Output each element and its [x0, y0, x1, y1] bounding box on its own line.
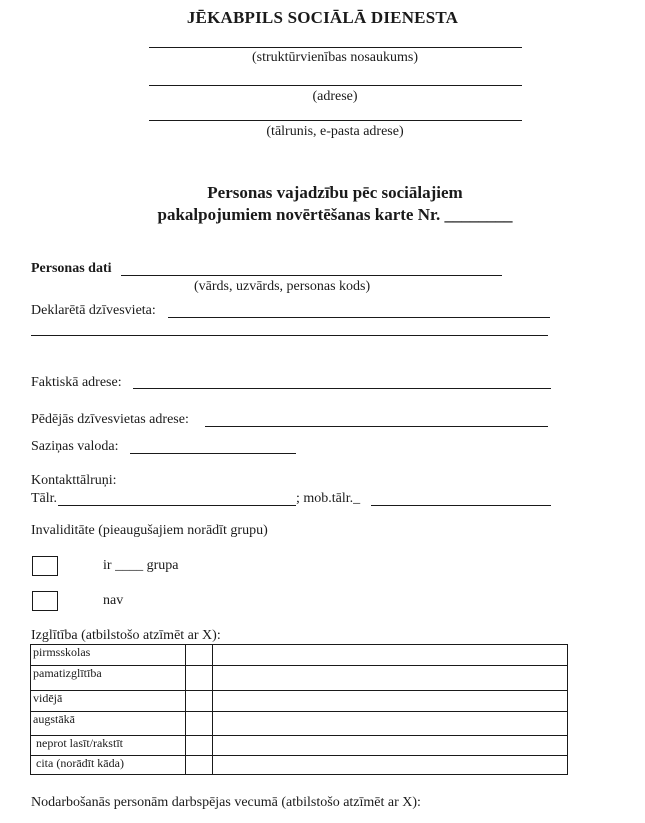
contact-phones-label: Kontakttālruņi:: [31, 473, 117, 488]
organization-name: JĒKABPILS SOCIĀLĀ DIENESTA: [186, 8, 459, 27]
disability-group-text: [103, 558, 178, 574]
education-note-cell[interactable]: [213, 712, 568, 736]
declared-residence-label: Deklarētā dzīvesvieta:: [31, 303, 156, 318]
phone-label: Tālr.: [31, 491, 58, 506]
education-row-preschool: [31, 645, 568, 666]
last-residence-line[interactable]: [205, 426, 548, 427]
education-mark-cell[interactable]: [186, 736, 213, 756]
education-row-higher: [31, 712, 568, 736]
contact-line: [149, 120, 522, 121]
actual-address-label: Faktiskā adrese:: [31, 375, 122, 390]
disability-has-suffix: grupa: [146, 558, 179, 573]
unit-name-caption: (struktūrvienības nosaukums): [251, 50, 419, 65]
disability-yes-checkbox[interactable]: [32, 556, 58, 576]
education-mark-cell[interactable]: [186, 666, 213, 691]
disability-no-checkbox[interactable]: [32, 591, 58, 611]
contact-caption: (tālrunis, e-pasta adrese): [266, 124, 404, 139]
personal-data-caption: (vārds, uzvārds, personas kods): [194, 279, 371, 294]
education-note-cell[interactable]: [213, 691, 568, 712]
document-title-line1: Personas vajadzību pēc sociālajiem: [207, 183, 463, 202]
personal-data-line[interactable]: [121, 275, 502, 276]
education-label: Izglītība (atbilstošo atzīmēt ar X):: [31, 628, 221, 643]
disability-label: Invaliditāte (pieaugušajiem norādīt grupu): [31, 523, 268, 538]
address-caption: (adrese): [312, 89, 358, 104]
mobile-label: ; mob.tālr._: [296, 491, 361, 506]
last-residence-label: Pēdējās dzīvesvietas adrese:: [31, 412, 189, 427]
education-row-secondary: [31, 691, 568, 712]
personal-data-label: Personas dati: [31, 261, 112, 276]
mobile-line[interactable]: [371, 505, 551, 506]
education-table: [30, 644, 568, 775]
education-note-cell[interactable]: [213, 736, 568, 756]
disability-group-blank[interactable]: ____: [115, 558, 144, 573]
education-mark-cell[interactable]: [186, 712, 213, 736]
education-mark-cell[interactable]: [186, 691, 213, 712]
education-option: cita (norādīt kāda): [31, 756, 186, 775]
disability-none-label: nav: [103, 593, 124, 608]
education-option: augstākā: [31, 712, 186, 736]
education-mark-cell[interactable]: [186, 756, 213, 775]
declared-residence-line[interactable]: [168, 317, 550, 318]
education-note-cell[interactable]: [213, 645, 568, 666]
phone-line[interactable]: [58, 505, 296, 506]
education-option: neprot lasīt/rakstīt: [31, 736, 186, 756]
language-line[interactable]: [130, 453, 296, 454]
actual-address-line[interactable]: [133, 388, 551, 389]
education-row-other: [31, 756, 568, 775]
education-note-cell[interactable]: [213, 666, 568, 691]
employment-label: Nodarbošanās personām darbspējas vecumā (atbilstošo atzīmēt ar X):: [31, 795, 421, 810]
education-note-cell[interactable]: [213, 756, 568, 775]
education-mark-cell[interactable]: [186, 645, 213, 666]
disability-has-prefix: ir: [103, 558, 112, 573]
education-option: pamatizglītība: [31, 666, 186, 691]
education-row-basic: [31, 666, 568, 691]
declared-residence-line-2[interactable]: [31, 335, 548, 336]
document-title-line2: pakalpojumiem novērtēšanas karte Nr. ________: [157, 205, 513, 224]
address-line: [149, 85, 522, 86]
education-option: pirmsskolas: [31, 645, 186, 666]
unit-name-line: [149, 47, 522, 48]
education-option: vidējā: [31, 691, 186, 712]
language-label: Saziņas valoda:: [31, 439, 119, 454]
education-row-illiterate: [31, 736, 568, 756]
